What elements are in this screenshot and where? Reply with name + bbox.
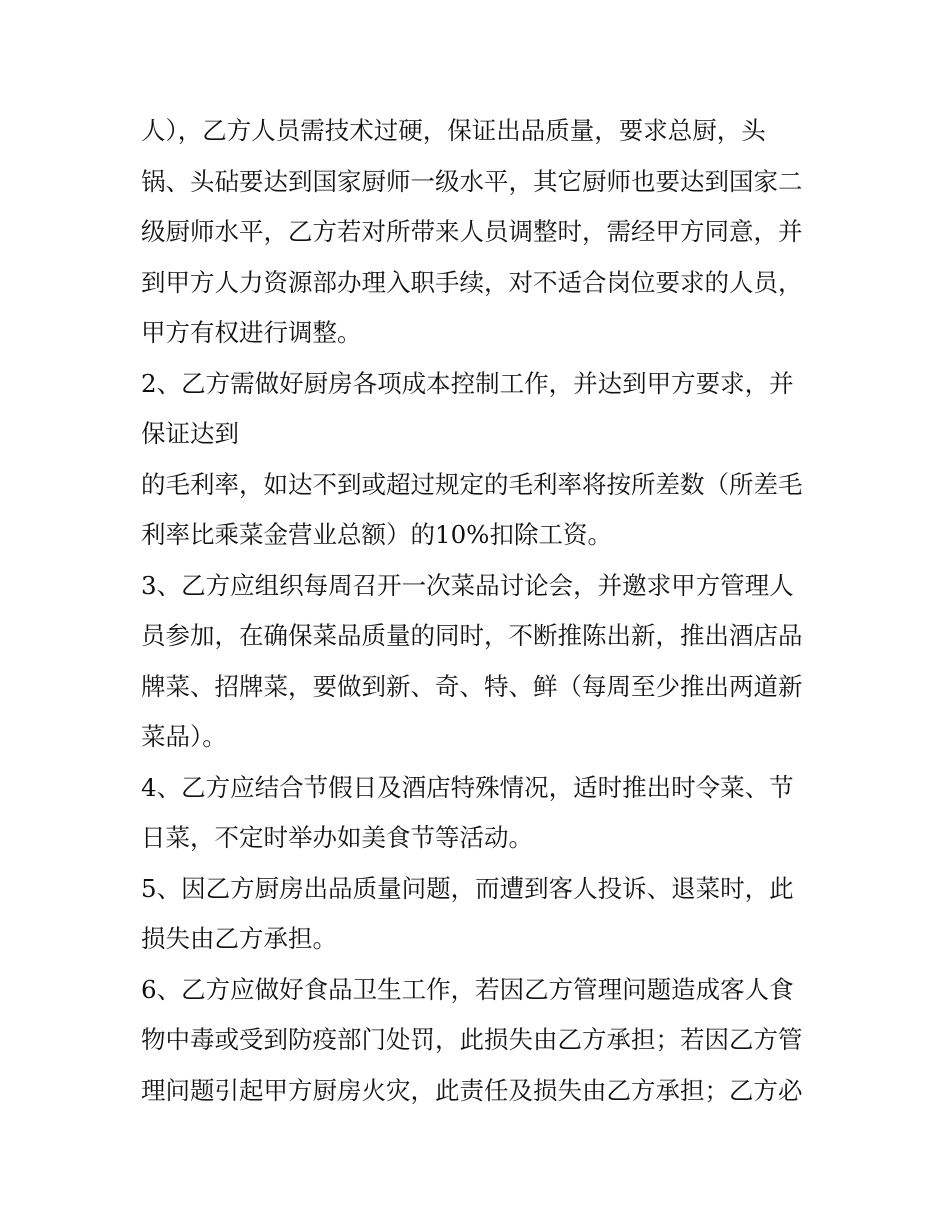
text-line: 4、乙方应结合节假日及酒店特殊情况，适时推出时令菜、节 [141, 773, 794, 802]
text-line: 日菜，不定时举办如美食节等活动。 [141, 823, 533, 852]
text-line: 牌菜、招牌菜，要做到新、奇、特、鲜（每周至少推出两道新 [141, 672, 803, 701]
text-line: 6、乙方应做好食品卫生工作，若因乙方管理问题造成客人食 [141, 975, 794, 1004]
text-line: 到甲方人力资源部办理入职手续，对不适合岗位要求的人员， [141, 268, 803, 297]
text-line: 3、乙方应组织每周召开一次菜品讨论会，并邀求甲方管理人 [141, 571, 794, 600]
text-line: 甲方有权进行调整。 [141, 318, 362, 347]
text-line: 损失由乙方承担。 [141, 924, 337, 953]
text-line: 人），乙方人员需技术过硬，保证出品质量，要求总厨，头 [141, 116, 766, 145]
text-line: 锅、头砧要达到国家厨师一级水平，其它厨师也要达到国家二 [141, 167, 803, 196]
text-line: 菜品）。 [141, 722, 227, 751]
text-line: 理问题引起甲方厨房火灾，此责任及损失由乙方承担；乙方必 [141, 1076, 803, 1105]
text-line: 保证达到 [141, 419, 239, 448]
text-line: 的毛利率，如达不到或超过规定的毛利率将按所差数（所差毛 [141, 470, 803, 499]
text-line: 5、因乙方厨房出品质量问题，而遭到客人投诉、退菜时，此 [141, 874, 794, 903]
text-line: 物中毒或受到防疫部门处罚，此损失由乙方承担；若因乙方管 [141, 1025, 803, 1054]
text-line: 2、乙方需做好厨房各项成本控制工作，并达到甲方要求，并 [141, 369, 794, 398]
text-line: 员参加，在确保菜品质量的同时，不断推陈出新，推出酒店品 [141, 621, 803, 650]
text-line: 级厨师水平，乙方若对所带来人员调整时，需经甲方同意，并 [141, 217, 803, 246]
text-line: 利率比乘菜金营业总额）的10%扣除工资。 [141, 520, 612, 549]
